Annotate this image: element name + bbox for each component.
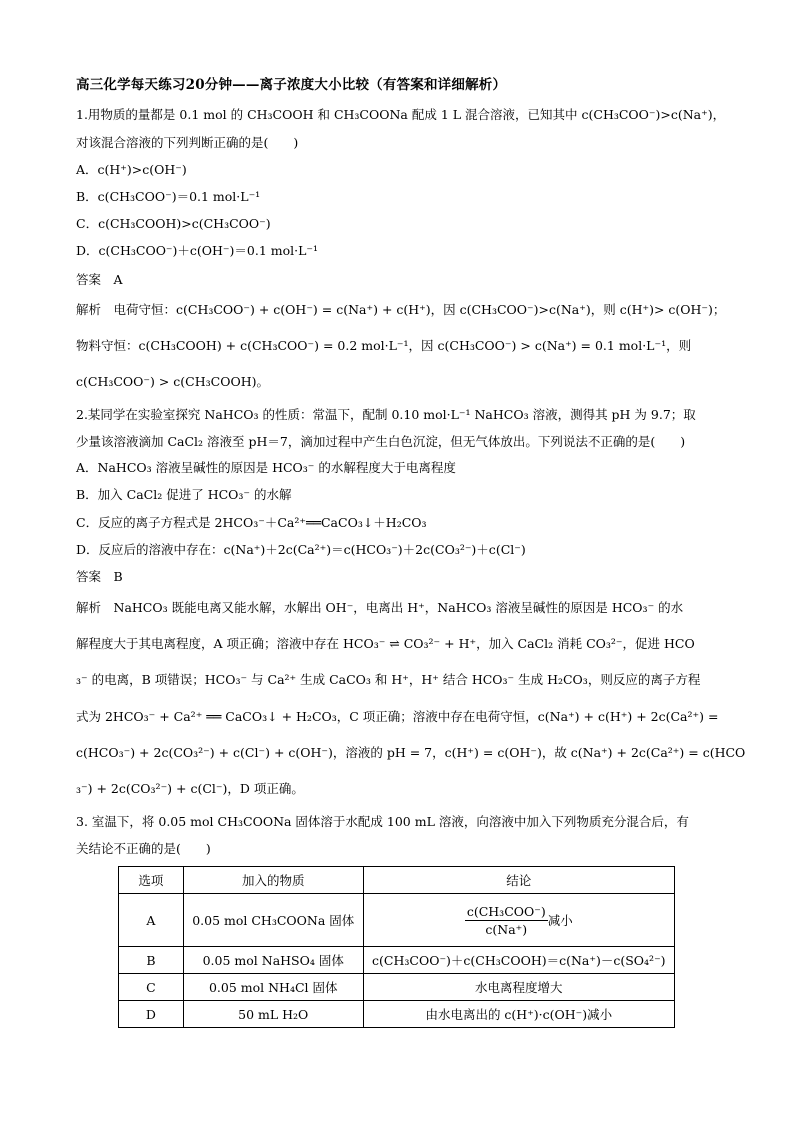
q1-stem-line1: 1.用物质的量都是 0.1 mol 的 CH₃COOH 和 CH₃COONa 配成 1 L 混合溶液，已知其中 c(CH₃COO⁻)>c(Na⁺)，: [76, 107, 726, 122]
q2-option-b: B．加入 CaCl₂ 促进了 HCO₃⁻ 的水解: [76, 487, 292, 502]
table-cell-conclusion: 水电离程度增大: [363, 974, 674, 1001]
q1-analysis-line1: 解析 电荷守恒：c(CH₃COO⁻) + c(OH⁻) = c(Na⁺) + c(H⁺)，因 c(CH₃COO⁻)>c(Na⁺)，则 c(H⁺)> c(OH⁻)；: [76, 302, 726, 317]
q2-analysis-line4: 式为 2HCO₃⁻ + Ca²⁺ ══ CaCO₃↓ + H₂CO₃，C 项正确；溶液中存在电荷守恒，c(Na⁺) + c(H⁺) + 2c(Ca²⁺) =: [76, 709, 719, 724]
table-cell-substance: 0.05 mol NH₄Cl 固体: [183, 974, 363, 1001]
q1-analysis-line2: 物料守恒：c(CH₃COOH) + c(CH₃COO⁻) = 0.2 mol·L⁻¹，因 c(CH₃COO⁻) > c(Na⁺) = 0.1 mol·L⁻¹，则: [76, 338, 692, 353]
q1-analysis-line3: c(CH₃COO⁻) > c(CH₃COOH)。: [76, 374, 269, 389]
table-row: [119, 894, 675, 947]
q3-stem-line2: 关结论不正确的是( ): [76, 841, 211, 856]
fraction-numerator: c(CH₃COO⁻): [466, 903, 546, 919]
q2-answer: 答案 B: [76, 569, 123, 584]
table-cell-conclusion: 由水电离出的 c(H⁺)·c(OH⁻)减小: [363, 1001, 674, 1028]
table-header-cell: 选项: [119, 867, 184, 894]
q1-option-d: D．c(CH₃COO⁻)＋c(OH⁻)＝0.1 mol·L⁻¹: [76, 243, 319, 258]
table-header-row: [119, 867, 675, 894]
q3-stem-line1: 3. 室温下，将 0.05 mol CH₃COONa 固体溶于水配成 100 mL 溶液，向溶液中加入下列物质充分混合后，有: [76, 814, 689, 829]
q2-option-d: D．反应后的溶液中存在：c(Na⁺)＋2c(Ca²⁺)＝c(HCO₃⁻)＋2c(CO₃²⁻)＋c(Cl⁻): [76, 542, 526, 557]
q2-analysis-line2: 解程度大于其电离程度，A 项正确；溶液中存在 HCO₃⁻ ⇌ CO₃²⁻ + H⁺，加入 CaCl₂ 消耗 CO₃²⁻，促进 HCO: [76, 636, 695, 651]
q1-option-b: B．c(CH₃COO⁻)＝0.1 mol·L⁻¹: [76, 189, 261, 204]
table-cell-option: B: [119, 947, 184, 974]
table-header-cell: 加入的物质: [183, 867, 363, 894]
fraction: [465, 903, 548, 938]
q1-option-a: A．c(H⁺)>c(OH⁻): [76, 162, 187, 177]
table-cell-substance: 0.05 mol NaHSO₄ 固体: [183, 947, 363, 974]
q2-analysis-line3: ₃⁻ 的电离，B 项错误；HCO₃⁻ 与 Ca²⁺ 生成 CaCO₃ 和 H⁺，H⁺ 结合 HCO₃⁻ 生成 H₂CO₃，则反应的离子方程: [76, 672, 701, 687]
conclusion-suffix: 减小: [547, 913, 573, 928]
table-row: [119, 947, 675, 974]
table-cell-option: A: [119, 894, 184, 947]
table-row: [119, 1001, 675, 1028]
table-cell-substance: 0.05 mol CH₃COONa 固体: [183, 894, 363, 947]
q1-stem-line2: 对该混合溶液的下列判断正确的是( ): [76, 135, 299, 150]
table-cell-option: D: [119, 1001, 184, 1028]
page-title: 高三化学每天练习20分钟——离子浓度大小比较（有答案和详细解析）: [76, 77, 507, 93]
q2-option-a: A．NaHCO₃ 溶液呈碱性的原因是 HCO₃⁻ 的水解程度大于电离程度: [76, 460, 456, 475]
q1-answer: 答案 A: [76, 272, 123, 287]
q2-analysis-line1: 解析 NaHCO₃ 既能电离又能水解，水解出 OH⁻，电离出 H⁺，NaHCO₃ 溶液呈碱性的原因是 HCO₃⁻ 的水: [76, 600, 684, 615]
q2-stem-line2: 少量该溶液滴加 CaCl₂ 溶液至 pH＝7，滴加过程中产生白色沉淀，但无气体放出。下列说法不正确的是( ): [76, 434, 686, 449]
fraction-denominator: c(Na⁺): [485, 921, 528, 937]
q1-option-c: C．c(CH₃COOH)>c(CH₃COO⁻): [76, 216, 271, 231]
q2-stem-line1: 2.某同学在实验室探究 NaHCO₃ 的性质：常温下，配制 0.10 mol·L⁻¹ NaHCO₃ 溶液，测得其 pH 为 9.7；取: [76, 407, 696, 422]
table-cell-conclusion: c(CH₃COO⁻)＋c(CH₃COOH)＝c(Na⁺)－c(SO₄²⁻): [363, 947, 674, 974]
table-cell-option: C: [119, 974, 184, 1001]
fraction-expression: [465, 903, 573, 938]
q2-option-c: C．反应的离子方程式是 2HCO₃⁻＋Ca²⁺══CaCO₃↓＋H₂CO₃: [76, 515, 427, 530]
table-cell-substance: 50 mL H₂O: [183, 1001, 363, 1028]
table-header-cell: 结论: [363, 867, 674, 894]
q2-analysis-line5: c(HCO₃⁻) + 2c(CO₃²⁻) + c(Cl⁻) + c(OH⁻)，溶液的 pH = 7，c(H⁺) = c(OH⁻)，故 c(Na⁺) + 2c(Ca²⁺) = c(HCO: [76, 745, 746, 760]
q3-table: [118, 866, 675, 1028]
q2-analysis-line6: ₃⁻) + 2c(CO₃²⁻) + c(Cl⁻)，D 项正确。: [76, 781, 304, 796]
table-row: [119, 974, 675, 1001]
table-cell-conclusion: [363, 894, 674, 947]
